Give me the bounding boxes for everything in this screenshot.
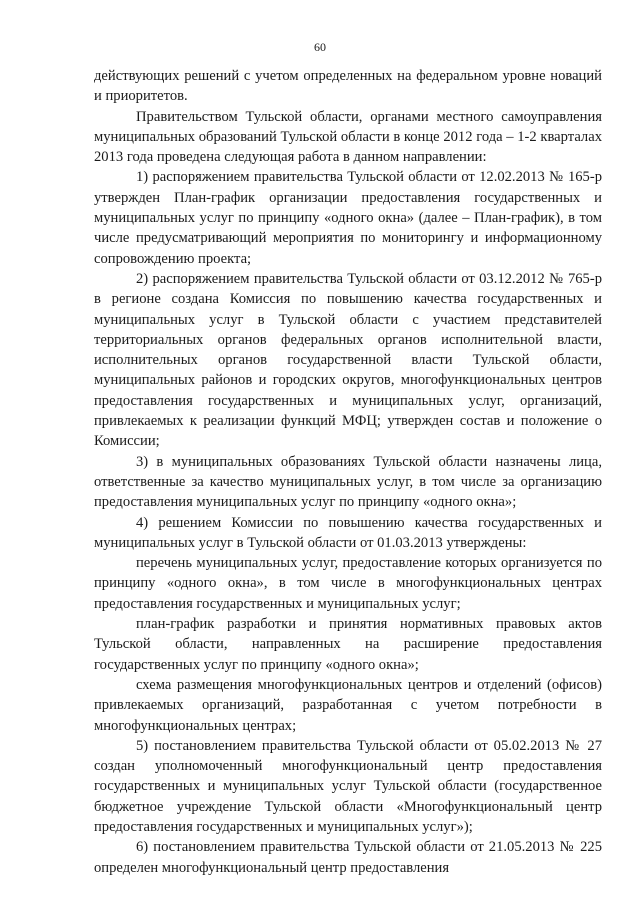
paragraph-subitem-services-list: перечень муниципальных услуг, предоставление которых организуется по принципу «одного окна», в том числе в многофункциональных центрах предоставления государственных и муниципальных услуг;	[94, 555, 602, 612]
paragraph-subitem-placement-scheme: схема размещения многофункциональных центров и отделений (офисов) привлекаемых организаций, разработанная с учетом потребности в многофункциональных центрах;	[94, 676, 602, 734]
document-body	[94, 66, 602, 878]
paragraph-item-1: 1) распоряжением правительства Тульской области от 12.02.2013 № 165-р утвержден План-график организации предоставления государственных и муниципальных услуг по принципу «одного окна» (далее – План-график), в том числе предусматривающий мероприятия по мониторингу и информационному сопровождению проекта;	[94, 169, 602, 267]
paragraph-item-6: 6) постановлением правительства Тульской области от 21.05.2013 № 225 определен многофункциональный центр предоставления	[94, 839, 602, 876]
page-number: 60	[314, 40, 326, 54]
paragraph-item-3: 3) в муниципальных образованиях Тульской области назначены лица, ответственные за качество муниципальных услуг, в том числе за организацию предоставления муниципальных услуг по принципу «одного окна»;	[94, 453, 602, 511]
paragraph-item-4: 4) решением Комиссии по повышению качества государственных и муниципальных услуг в Тульской области от 01.03.2013 утверждены:	[94, 514, 602, 551]
paragraph-subitem-plan-schedule: план-график разработки и принятия нормативных правовых актов Тульской области, направленных на расширение предоставления государственных услуг по принципу «одного окна»;	[94, 616, 602, 673]
paragraph-item-2: 2) распоряжением правительства Тульской области от 03.12.2012 № 765-р в регионе создана Комиссия по повышению качества государственных и муниципальных услуг в Тульской области с участием представителей территориальных органов федеральных органов исполнительной власти, исполнительных органов государственной власти Тульской области, муниципальных районов и городских округов, многофункциональных центров предоставления государственных и муниципальных услуг, организаций, привлекаемых к реализации функций МФЦ; утвержден состав и положение о Комиссии;	[94, 270, 602, 450]
paragraph-item-5: 5) постановлением правительства Тульской области от 05.02.2013 № 27 создан уполномоченный многофункциональный центр предоставления государственных и муниципальных услуг Тульской области (государственное бюджетное учреждение Тульской области «Многофункциональный центр предоставления государственных и муниципальных услуг»);	[94, 737, 602, 835]
paragraph-intro: Правительством Тульской области, органами местного самоуправления муниципальных образований Тульской области в конце 2012 года – 1-2 кварталах 2013 года проведена следующая работа в данном направлении:	[94, 108, 602, 166]
paragraph-continuation: действующих решений с учетом определенных на федеральном уровне новаций и приоритетов.	[94, 68, 602, 105]
